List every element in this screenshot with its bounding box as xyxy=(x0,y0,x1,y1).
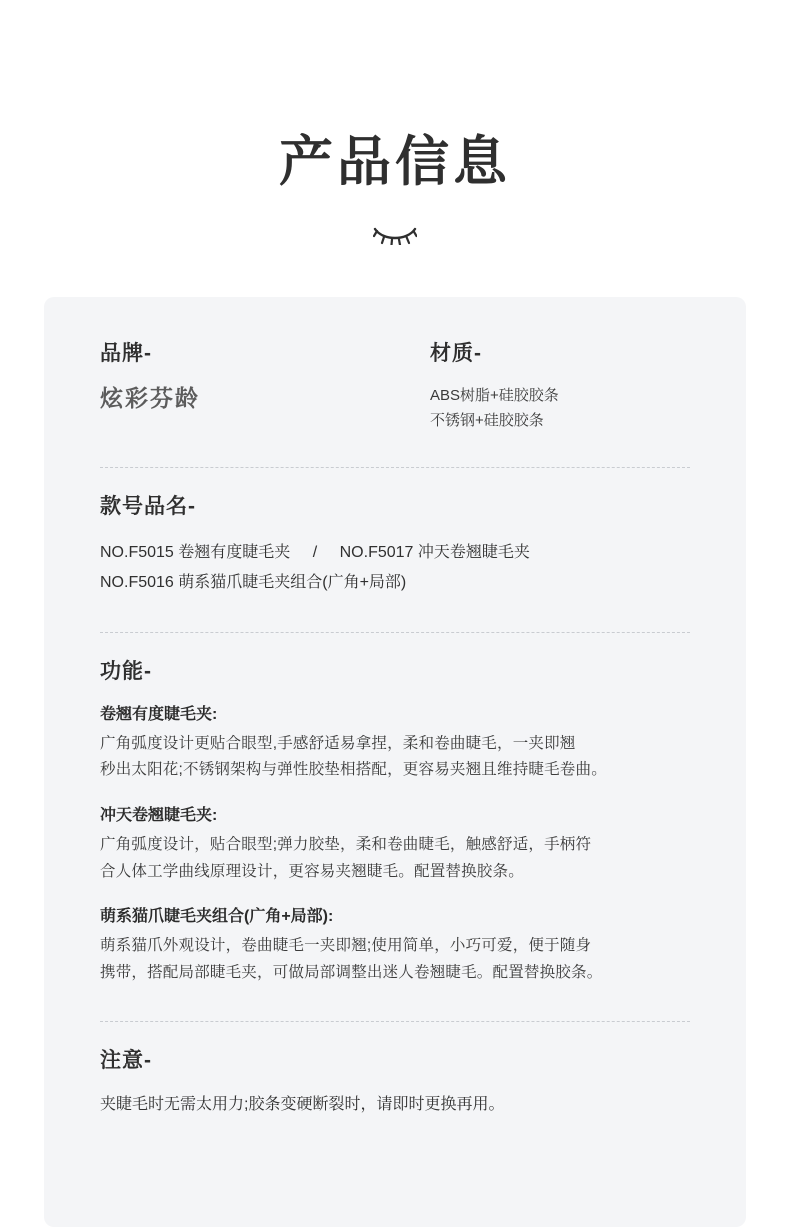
material-value-line-1: ABS树脂+硅胶胶条 xyxy=(430,386,559,404)
models-line-1 xyxy=(100,538,690,568)
function-item-2 xyxy=(100,804,690,885)
models-line-2: NO.F5016 萌系猫爪睫毛夹组合(广角+局部) xyxy=(100,574,407,592)
models-label: 款号品名- xyxy=(100,495,196,519)
model-f5017: NO.F5017 冲天卷翘睫毛夹 xyxy=(339,543,530,561)
function-body-1-line-1: 广角弧度设计更贴合眼型,手感舒适易拿捏，柔和卷曲睫毛，一夹即翘 xyxy=(100,734,576,752)
divider-3 xyxy=(100,1021,690,1022)
info-card xyxy=(44,297,746,1227)
material-label: 材质- xyxy=(430,341,482,365)
notice-label: 注意- xyxy=(100,1048,152,1072)
function-body-2-line-2: 合人体工学曲线原理设计，更容易夹翘睫毛。配置替换胶条。 xyxy=(100,862,524,880)
functions-label: 功能- xyxy=(100,660,152,684)
function-heading-2: 冲天卷翘睫毛夹: xyxy=(100,806,218,824)
brand-block xyxy=(100,341,430,414)
function-body-3-line-2: 携带，搭配局部睫毛夹，可做局部调整出迷人卷翘睫毛。配置替换胶条。 xyxy=(100,963,603,981)
function-item-1 xyxy=(100,703,690,784)
function-item-3 xyxy=(100,905,690,986)
notice-text: 夹睫毛时无需太用力;胶条变硬断裂时，请即时更换再用。 xyxy=(100,1095,505,1113)
eyelash-icon xyxy=(373,223,417,245)
models-block xyxy=(100,494,690,598)
notice-block xyxy=(100,1048,690,1118)
page-title: 产品信息 xyxy=(279,132,511,192)
functions-block xyxy=(100,659,690,986)
function-heading-1: 卷翘有度睫毛夹: xyxy=(100,705,218,723)
material-value-line-2: 不锈钢+硅胶胶条 xyxy=(430,411,544,429)
material-block xyxy=(430,341,690,434)
brand-label: 品牌- xyxy=(100,341,152,365)
model-separator: / xyxy=(312,543,318,561)
brand-material-row xyxy=(100,341,690,434)
function-heading-3: 萌系猫爪睫毛夹组合(广角+局部): xyxy=(100,908,334,926)
function-body-1-line-2: 秒出太阳花;不锈钢架构与弹性胶垫相搭配，更容易夹翘且维持睫毛卷曲。 xyxy=(100,761,607,779)
model-f5015: NO.F5015 卷翘有度睫毛夹 xyxy=(100,543,291,561)
function-body-3-line-1: 萌系猫爪外观设计，卷曲睫毛一夹即翘;使用简单，小巧可爱，便于随身 xyxy=(100,937,592,955)
function-body-2-line-1: 广角弧度设计，贴合眼型;弹力胶垫，柔和卷曲睫毛，触感舒适，手柄符 xyxy=(100,835,592,853)
divider-2 xyxy=(100,632,690,633)
brand-value: 炫彩芬龄 xyxy=(100,384,200,411)
divider-1 xyxy=(100,467,690,468)
